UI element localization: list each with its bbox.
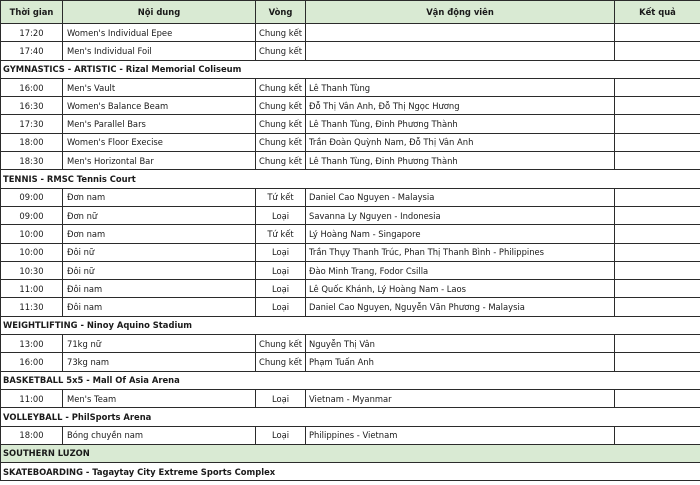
header-time: Thời gian xyxy=(1,1,63,24)
table-row xyxy=(1,188,700,206)
event-athletes xyxy=(306,24,615,42)
section-title: SOUTHERN LUZON xyxy=(1,444,700,462)
event-content: 71kg nữ xyxy=(63,335,256,353)
table-row xyxy=(1,133,700,151)
event-round: Chung kết xyxy=(256,115,306,133)
section-title: VOLLEYBALL - PhilSports Arena xyxy=(1,408,700,426)
event-round: Chung kết xyxy=(256,42,306,60)
event-round: Loại xyxy=(256,261,306,279)
event-round: Chung kết xyxy=(256,152,306,170)
event-result xyxy=(615,78,700,96)
event-result xyxy=(615,261,700,279)
event-athletes: Đỗ Thị Vân Anh, Đỗ Thị Ngọc Hương xyxy=(306,97,615,115)
event-round: Loại xyxy=(256,298,306,316)
event-round: Chung kết xyxy=(256,97,306,115)
event-time: 11:00 xyxy=(1,389,63,407)
section-title: WEIGHTLIFTING - Ninoy Aquino Stadium xyxy=(1,316,700,334)
section-row xyxy=(1,170,700,188)
event-time: 10:00 xyxy=(1,225,63,243)
event-time: 13:00 xyxy=(1,335,63,353)
table-row xyxy=(1,42,700,60)
event-content: Đôi nam xyxy=(63,280,256,298)
table-row xyxy=(1,152,700,170)
event-athletes: Lê Thanh Tùng xyxy=(306,78,615,96)
table-row xyxy=(1,225,700,243)
event-result xyxy=(615,24,700,42)
event-athletes: Lê Thanh Tùng, Đinh Phương Thành xyxy=(306,115,615,133)
event-round: Loại xyxy=(256,243,306,261)
event-result xyxy=(615,206,700,224)
table-row xyxy=(1,115,700,133)
event-content: Đơn nam xyxy=(63,188,256,206)
section-row xyxy=(1,463,700,481)
section-row xyxy=(1,444,700,462)
header-row xyxy=(1,1,700,24)
table-row xyxy=(1,335,700,353)
table-row xyxy=(1,78,700,96)
header-result: Kết quả xyxy=(615,1,700,24)
event-round: Chung kết xyxy=(256,78,306,96)
event-athletes: Lê Thanh Tùng, Đinh Phương Thành xyxy=(306,152,615,170)
event-athletes: Daniel Cao Nguyen - Malaysia xyxy=(306,188,615,206)
header-round: Vòng xyxy=(256,1,306,24)
event-result xyxy=(615,280,700,298)
event-content: Bóng chuyền nam xyxy=(63,426,256,444)
event-athletes: Đào Minh Trang, Fodor Csilla xyxy=(306,261,615,279)
event-result xyxy=(615,426,700,444)
event-athletes: Daniel Cao Nguyen, Nguyễn Văn Phương - Malaysia xyxy=(306,298,615,316)
header-athletes: Vận động viên xyxy=(306,1,615,24)
event-athletes: Lý Hoàng Nam - Singapore xyxy=(306,225,615,243)
event-time: 17:40 xyxy=(1,42,63,60)
event-content: Men's Vault xyxy=(63,78,256,96)
event-content: Đôi nữ xyxy=(63,261,256,279)
event-athletes: Trần Đoàn Quỳnh Nam, Đỗ Thị Vân Anh xyxy=(306,133,615,151)
section-title: TENNIS - RMSC Tennis Court xyxy=(1,170,700,188)
section-title: GYMNASTICS - ARTISTIC - Rizal Memorial Coliseum xyxy=(1,60,700,78)
event-time: 17:30 xyxy=(1,115,63,133)
event-result xyxy=(615,42,700,60)
table-row xyxy=(1,298,700,316)
event-content: Men's Parallel Bars xyxy=(63,115,256,133)
event-athletes: Savanna Ly Nguyen - Indonesia xyxy=(306,206,615,224)
section-title: BASKETBALL 5x5 - Mall Of Asia Arena xyxy=(1,371,700,389)
table-row xyxy=(1,389,700,407)
event-content: Đôi nam xyxy=(63,298,256,316)
event-time: 18:30 xyxy=(1,152,63,170)
table-row xyxy=(1,280,700,298)
schedule-body xyxy=(1,24,700,481)
event-athletes: Philippines - Vietnam xyxy=(306,426,615,444)
event-round: Loại xyxy=(256,280,306,298)
event-result xyxy=(615,298,700,316)
event-result xyxy=(615,225,700,243)
event-time: 16:00 xyxy=(1,353,63,371)
event-result xyxy=(615,243,700,261)
section-row xyxy=(1,60,700,78)
event-content: Đơn nam xyxy=(63,225,256,243)
event-round: Chung kết xyxy=(256,353,306,371)
event-content: Women's Individual Epee xyxy=(63,24,256,42)
table-row xyxy=(1,261,700,279)
event-time: 16:30 xyxy=(1,97,63,115)
event-time: 09:00 xyxy=(1,188,63,206)
event-round: Loại xyxy=(256,206,306,224)
event-content: Women's Floor Execise xyxy=(63,133,256,151)
section-row xyxy=(1,371,700,389)
event-result xyxy=(615,115,700,133)
event-result xyxy=(615,152,700,170)
event-time: 16:00 xyxy=(1,78,63,96)
event-content: Men's Team xyxy=(63,389,256,407)
event-content: Đơn nữ xyxy=(63,206,256,224)
event-result xyxy=(615,389,700,407)
event-time: 10:00 xyxy=(1,243,63,261)
table-row xyxy=(1,24,700,42)
event-content: Men's Horizontal Bar xyxy=(63,152,256,170)
event-round: Tứ kết xyxy=(256,188,306,206)
table-row xyxy=(1,206,700,224)
event-athletes: Vietnam - Myanmar xyxy=(306,389,615,407)
event-round: Chung kết xyxy=(256,335,306,353)
event-time: 10:30 xyxy=(1,261,63,279)
event-content: Women's Balance Beam xyxy=(63,97,256,115)
event-result xyxy=(615,353,700,371)
event-round: Loại xyxy=(256,426,306,444)
event-athletes: Nguyễn Thị Vân xyxy=(306,335,615,353)
table-row xyxy=(1,243,700,261)
event-time: 18:00 xyxy=(1,133,63,151)
table-row xyxy=(1,426,700,444)
event-time: 11:00 xyxy=(1,280,63,298)
event-athletes: Lê Quốc Khánh, Lý Hoàng Nam - Laos xyxy=(306,280,615,298)
event-result xyxy=(615,188,700,206)
event-result xyxy=(615,97,700,115)
table-row xyxy=(1,353,700,371)
event-time: 17:20 xyxy=(1,24,63,42)
event-round: Loại xyxy=(256,389,306,407)
event-round: Chung kết xyxy=(256,133,306,151)
section-row xyxy=(1,408,700,426)
event-athletes: Phạm Tuấn Anh xyxy=(306,353,615,371)
section-row xyxy=(1,316,700,334)
event-round: Chung kết xyxy=(256,24,306,42)
event-athletes: Trần Thụy Thanh Trúc, Phan Thị Thanh Bình - Philippines xyxy=(306,243,615,261)
table-row xyxy=(1,97,700,115)
event-content: Đôi nữ xyxy=(63,243,256,261)
event-result xyxy=(615,335,700,353)
event-round: Tứ kết xyxy=(256,225,306,243)
event-time: 18:00 xyxy=(1,426,63,444)
header-content: Nội dung xyxy=(63,1,256,24)
section-title: SKATEBOARDING - Tagaytay City Extreme Sports Complex xyxy=(1,463,700,481)
event-result xyxy=(615,133,700,151)
event-time: 11:30 xyxy=(1,298,63,316)
event-time: 09:00 xyxy=(1,206,63,224)
event-athletes xyxy=(306,42,615,60)
event-content: 73kg nam xyxy=(63,353,256,371)
event-content: Men's Individual Foil xyxy=(63,42,256,60)
